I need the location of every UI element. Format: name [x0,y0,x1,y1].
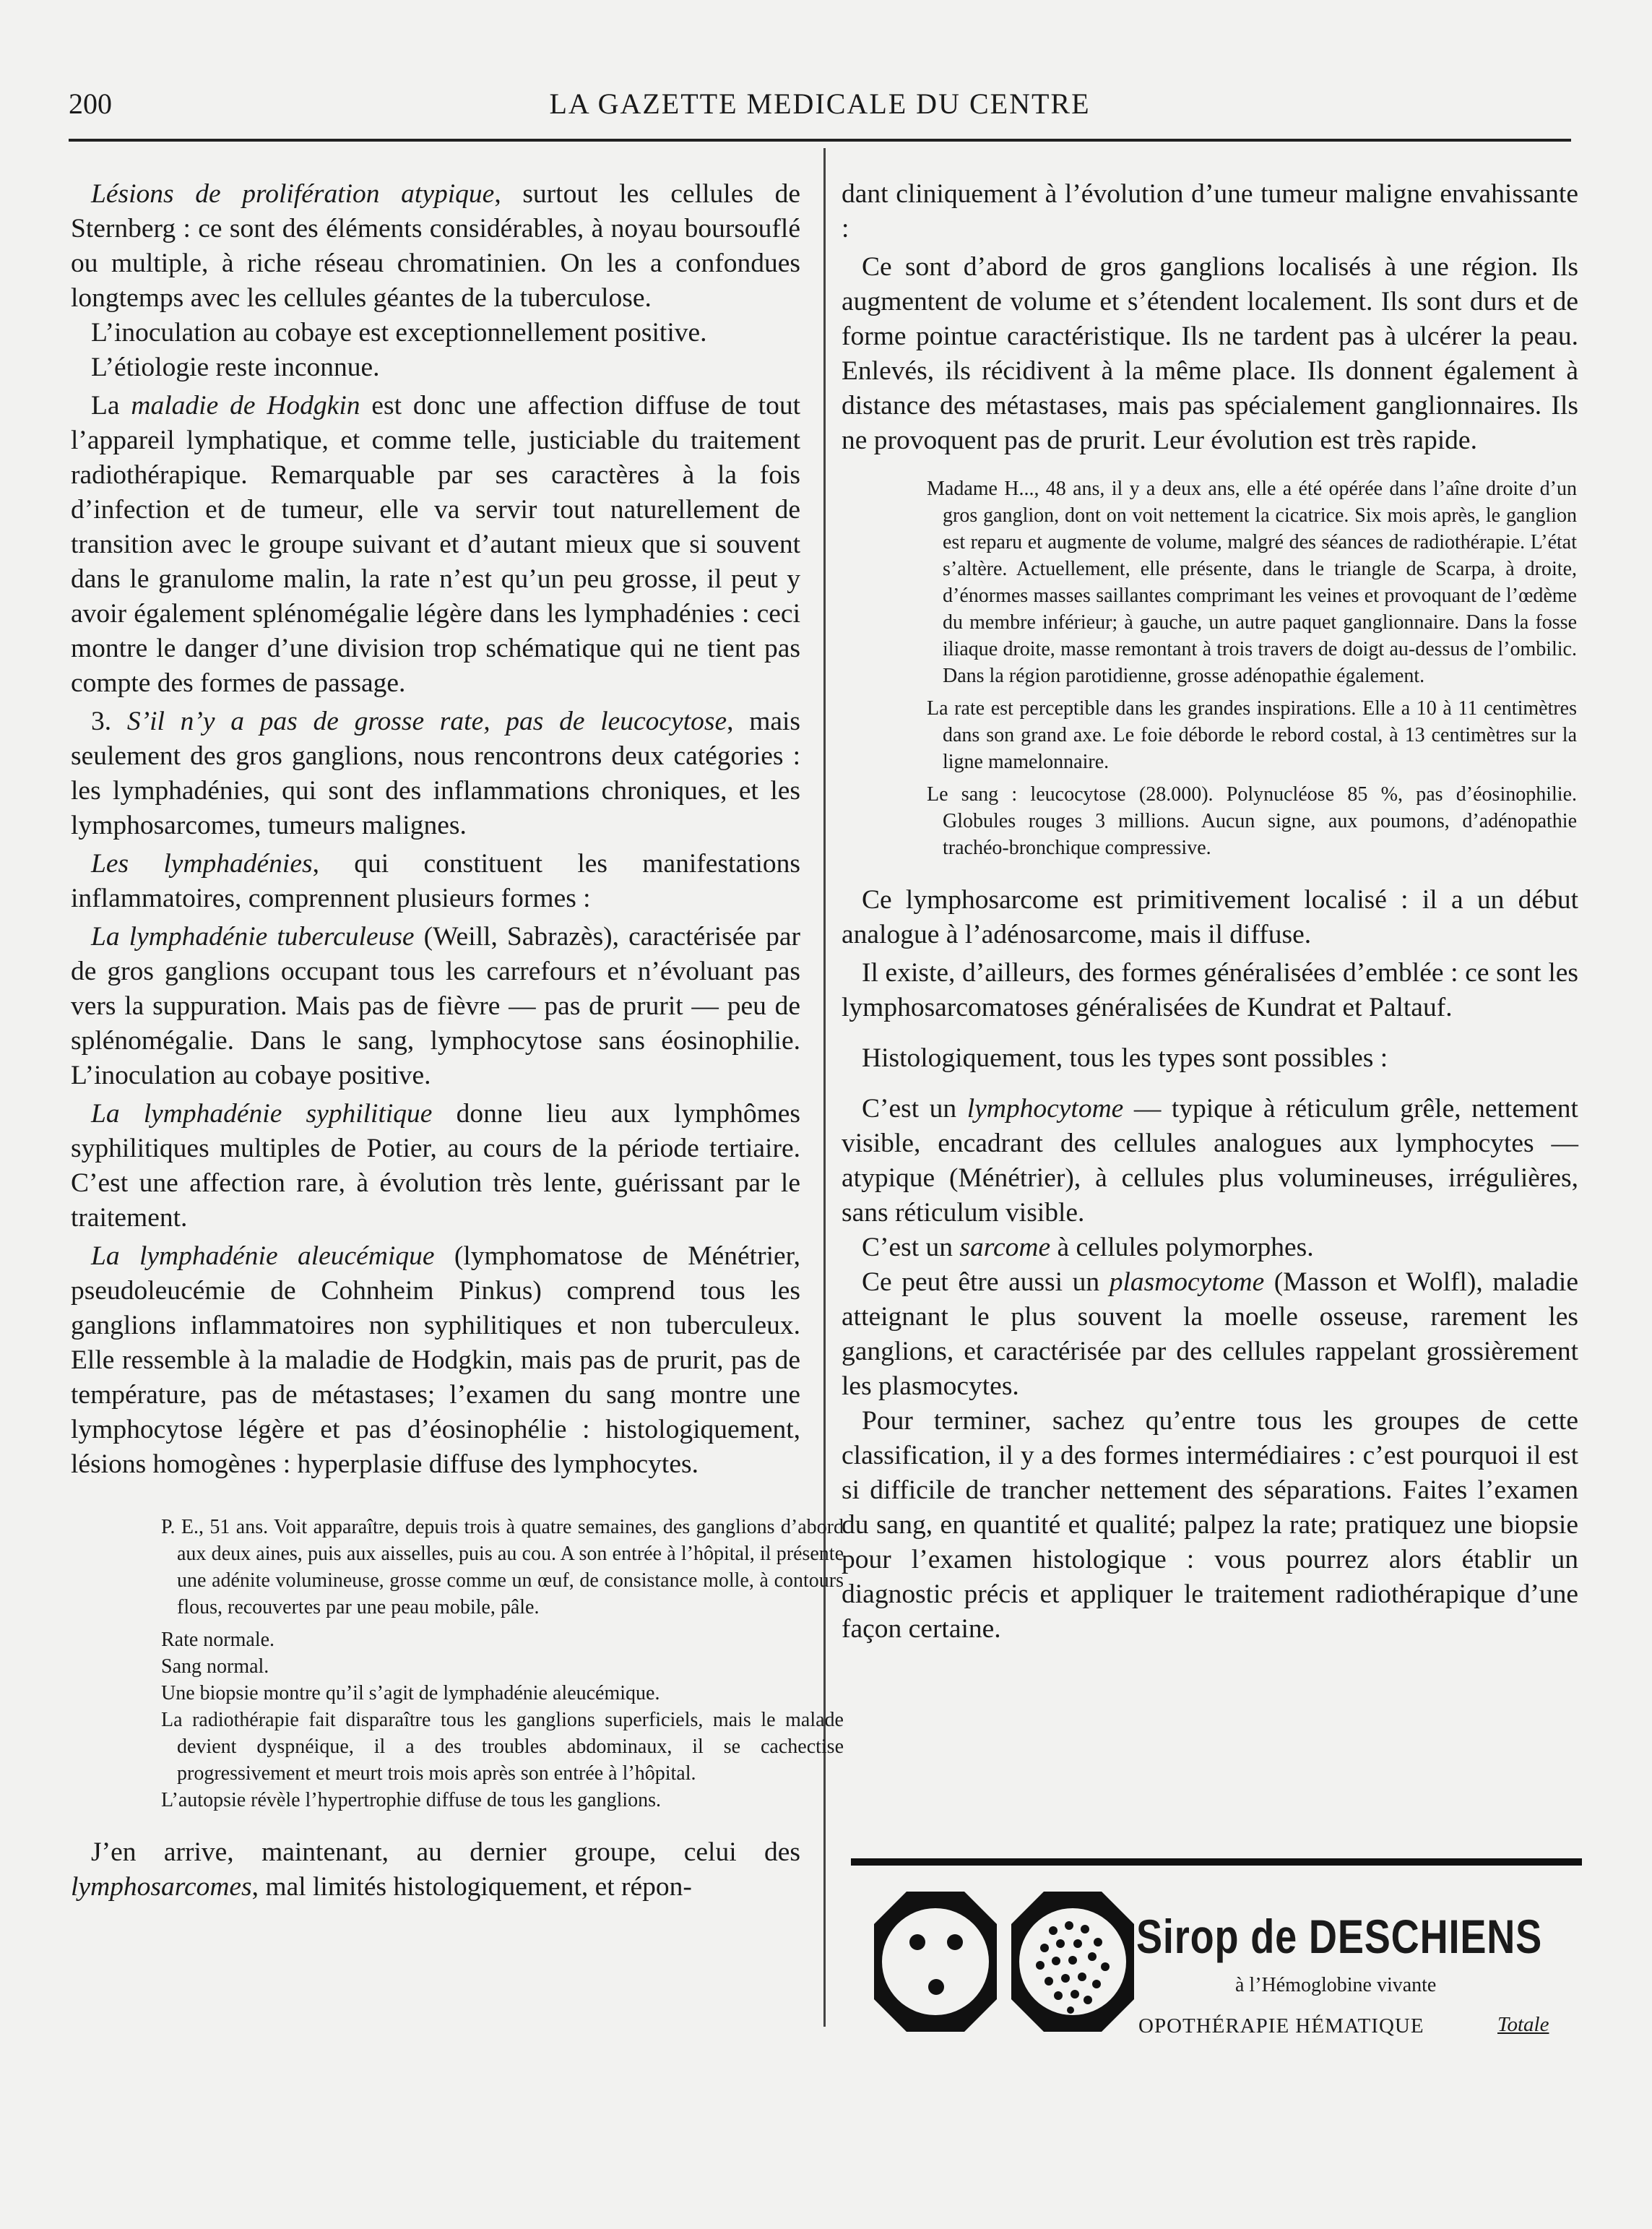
paragraph: C’est un sarcome à cellules polymorphes. [862,1233,1314,1262]
paragraph: La maladie de Hodgkin est donc une affection diffuse de tout l’appareil lymphatique, et comme telle, justiciable du traitement radiothérapique. Remarquable par ses caractères à la fois d’infection et de tumeur, elle va servir tout naturellement de transition avec le groupe suivant et d’autant mieux que si souvent dans le granulome malin, la rate n’est qu’un peu grosse, il peut y avoir également splénomégalie légère dans les lymphadénies : ceci montre le danger d’une division trop schématique qui ne tient pas compte des formes de passage. [71,391,800,698]
paragraph: La lymphadénie aleucémique (lymphomatose de Ménétrier, pseudoleucémie de Cohnheim Pinkus) comprend tous les ganglions inflammatoires non syphilitiques et non tuberculeux. Elle ressemble à la maladie de Hodgkin, mais pas de prurit, pas de température, pas de métastases; l’examen du sang montre une lymphocytose légère et pas d’éosinophélie : histologiquement, lésions homogènes : hyperplasie diffuse des lymphocytes. [71,1241,801,1479]
running-title: LA GAZETTE MEDICALE DU CENTRE [549,87,1091,120]
paragraph: Ce peut être aussi un plasmocytome (Masson et Wolfl), maladie atteignant le plus souvent la moelle osseuse, rarement les ganglions, et caractérisée par des cellules rappelant grossièrement les plasmocytes. [842,1267,1578,1401]
page-number: 200 [69,87,112,120]
right-column [842,177,1578,1647]
paragraph: La lymphadénie tuberculeuse (Weill, Sabrazès), caractérisée par de gros ganglions occupant tous les carrefours et n’évoluant pas vers la suppuration. Mais pas de fièvre — pas de prurit — peu de splénomégalie. Dans le sang, lymphocytose sans éosinophilie. L’inoculation au cobaye positive. [71,922,800,1090]
paragraph: L’étiologie reste inconnue. [91,353,380,382]
case-line: Madame H..., 48 ans, il y a deux ans, elle a été opérée dans l’aîne droite d’un gros ganglion, dont on voit nettement la cicatrice. Six mois après, le ganglion est reparu et augmente de volume, malgré des séances de radiothérapie. L’état s’altère. Actuellement, elle présente, dans le triangle de Scarpa, à droite, d’énormes masses saillantes comprimant les veines et provoquant de l’œdème du membre inférieur; à gauche, un autre paquet ganglionnaire. Dans la fosse iliaque droite, masse remontant à trois travers de doigt au-dessus de l’ombilic. Dans la région parotidienne, grosse adénopathie également. [927,478,1577,687]
case-line: Une biopsie montre qu’il s’agit de lymphadénie aleucémique. [161,1682,660,1704]
case-line: La rate est perceptible dans les grandes inspirations. Elle a 10 à 11 centimètres dans son grand axe. Le foie déborde le rebord costal, à 13 centimètres sur la ligne mamelonnaire. [927,697,1577,773]
paragraph: C’est un lymphocytome — typique à réticulum grêle, nettement visible, encadrant des cellules analogues aux lymphocytes — atypique (Ménétrier), à cellules plus volumineuses, irrégulières, sans réticulum visible. [842,1094,1578,1228]
paragraph: Lésions de prolifération atypique, surtout les cellules de Sternberg : ce sont des éléments considérables, à noyau boursouflé ou multiple, à riche réseau chromatinien. On les a confondues longtemps avec les cellules géantes de la tuberculose. [71,179,800,313]
paragraph: Les lymphadénies, qui constituent les manifestations inflammatoires, comprennent plusieurs formes : [71,849,800,913]
octagon-logo-icon [867,1886,1141,2038]
case-line: La radiothérapie fait disparaître tous les ganglions superficiels, mais le malade devient dyspnéique, il a des troubles abdominaux, il se cachectise progressivement et meurt trois mois après son entrée à l’hôpital. [161,1709,844,1785]
paragraph: Ce lymphosarcome est primitivement localisé : il a un début analogue à l’adénosarcome, mais il diffuse. [842,885,1578,949]
case-line: Le sang : leucocytose (28.000). Polynucléose 85 %, pas d’éosinophilie. Globules rouges 3 millions. Aucun signe, aux poumons, d’adénopathie trachéo-bronchique compressive. [927,783,1577,859]
paragraph: 3. S’il n’y a pas de grosse rate, pas de leucocytose, mais seulement des gros ganglions, nous rencontrons deux catégories : les lymphadénies, qui sont des inflammations chroniques, et les lymphosarcomes, tumeurs malignes. [71,707,801,840]
case-line: L’autopsie révèle l’hypertrophie diffuse de tous les ganglions. [161,1789,662,1811]
brand-subtitle: à l’Hémoglobine vivante [1235,1974,1437,1996]
paragraph: L’inoculation au cobaye est exceptionnellement positive. [91,318,707,348]
case-report [161,1514,844,1814]
case-report [927,475,1577,861]
paragraph: J’en arrive, maintenant, au dernier groupe, celui des lymphosarcomes, mal limités histologiquement, et répon- [71,1837,800,1902]
brand-name: Sirop de DESCHIENS [1136,1910,1543,1963]
header-rule [69,139,1571,142]
paragraph: dant cliniquement à l’évolution d’une tumeur maligne envahissante : [842,179,1578,243]
paragraph: Ce sont d’abord de gros ganglions localisés à une région. Ils augmentent de volume et s’étendent localement. Ils sont durs et de forme pointue caractéristique. Ils ne tardent pas à ulcérer la peau. Enlevés, ils récidivent à la même place. Ils donnent également à distance des métastases, mais pas spécialement ganglionnaires. Ils ne provoquent pas de prurit. Leur évolution est très rapide. [842,252,1578,455]
ad-total: Totale [1497,2013,1549,2036]
left-column [71,177,844,1905]
page-header [69,87,1571,130]
paragraph: Pour terminer, sachez qu’entre tous les groupes de cette classification, il y a des formes intermédiaires : c’est pourquoi il est si difficile de trancher nettement des séparations. Faites l’examen du sang, en quantité et qualité; palpez la rate; pratiquez une biopsie pour l’examen histologique : vous pourrez alors établir un diagnostic précis et appliquer le traitement radiothérapique d’une façon certaine. [842,1406,1578,1644]
advertisement-rule [851,1858,1582,1866]
case-line: Sang normal. [161,1655,269,1678]
case-line: P. E., 51 ans. Voit apparaître, depuis trois à quatre semaines, des ganglions d’abord aux deux aines, puis aux aisselles, puis au cou. A son entrée à l’hôpital, il présente une adénite volumineuse, grosse comme un œuf, de consistance molle, à contours flous, recouvertes par une peau mobile, pâle. [161,1516,844,1618]
paragraph: Histologiquement, tous les types sont possibles : [862,1043,1388,1073]
paragraph: La lymphadénie syphilitique donne lieu aux lymphômes syphilitiques multiples de Potier, au cours de la période tertiaire. C’est une affection rare, à évolution très lente, guérissant par le traitement. [71,1099,800,1233]
paragraph: Il existe, d’ailleurs, des formes généralisées d’emblée : ce sont les lymphosarcomatoses généralisées de Kundrat et Paltauf. [842,958,1578,1022]
case-line: Rate normale. [161,1629,275,1651]
ad-tagline: OPOTHÉRAPIE HÉMATIQUE [1138,2014,1424,2038]
advertisement [851,1886,1582,2059]
